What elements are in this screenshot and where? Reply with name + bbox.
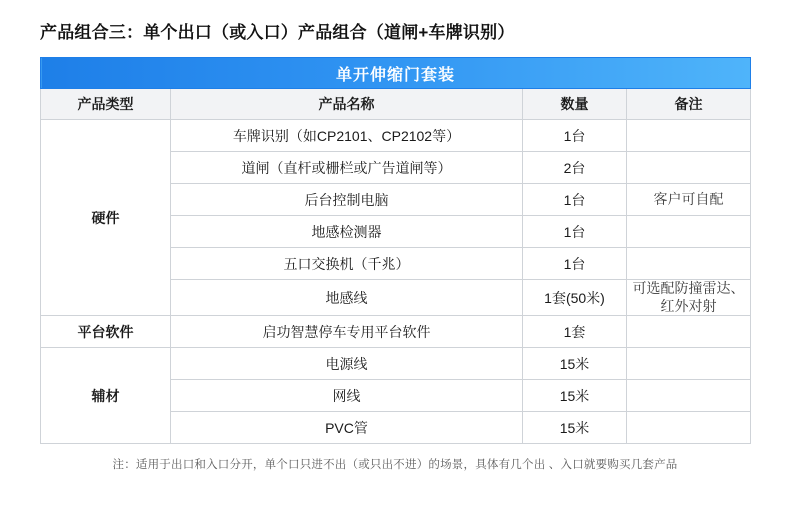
category-cell-hardware: 硬件 (41, 120, 171, 316)
category-cell-software: 平台软件 (41, 316, 171, 348)
product-note: 可选配防撞雷达、红外对射 (627, 280, 751, 316)
product-quantity: 1套 (523, 316, 627, 348)
product-quantity: 1套(50米) (523, 280, 627, 316)
table-banner-title: 单开伸缩门套装 (41, 58, 751, 89)
product-note: 客户可自配 (627, 184, 751, 216)
product-quantity: 15米 (523, 412, 627, 444)
product-note (627, 348, 751, 380)
product-quantity: 1台 (523, 184, 627, 216)
product-name: 启功智慧停车专用平台软件 (171, 316, 523, 348)
column-header-category: 产品类型 (41, 89, 171, 120)
product-note (627, 316, 751, 348)
product-quantity: 1台 (523, 120, 627, 152)
product-note (627, 412, 751, 444)
table-header-row (41, 89, 751, 120)
product-note (627, 380, 751, 412)
table-banner-row (41, 58, 751, 89)
table-row (41, 348, 751, 380)
product-note (627, 248, 751, 280)
product-note (627, 216, 751, 248)
product-note (627, 120, 751, 152)
product-quantity: 15米 (523, 348, 627, 380)
product-name: 车牌识别（如CP2101、CP2102等） (171, 120, 523, 152)
product-name: 五口交换机（千兆） (171, 248, 523, 280)
column-header-name: 产品名称 (171, 89, 523, 120)
product-quantity: 1台 (523, 248, 627, 280)
product-quantity: 15米 (523, 380, 627, 412)
table-footnote: 注：适用于出口和入口分开，单个口只进不出（或只出不进）的场景，具体有几个出 、入口就要购买几套产品 (112, 459, 678, 471)
column-header-quantity: 数量 (523, 89, 627, 120)
table-row (41, 316, 751, 348)
product-name: PVC管 (171, 412, 523, 444)
product-table (40, 57, 751, 444)
product-quantity: 1台 (523, 216, 627, 248)
product-note (627, 152, 751, 184)
product-name: 电源线 (171, 348, 523, 380)
product-name: 后台控制电脑 (171, 184, 523, 216)
table-row (41, 120, 751, 152)
product-name: 道闸（直杆或栅栏或广告道闸等） (171, 152, 523, 184)
product-name: 地感检测器 (171, 216, 523, 248)
product-table-container (40, 57, 750, 444)
product-quantity: 2台 (523, 152, 627, 184)
category-cell-accessories: 辅材 (41, 348, 171, 444)
page-title: 产品组合三：单个出口（或入口）产品组合（道闸+车牌识别） (40, 23, 515, 42)
column-header-note: 备注 (627, 89, 751, 120)
product-name: 地感线 (171, 280, 523, 316)
product-name: 网线 (171, 380, 523, 412)
